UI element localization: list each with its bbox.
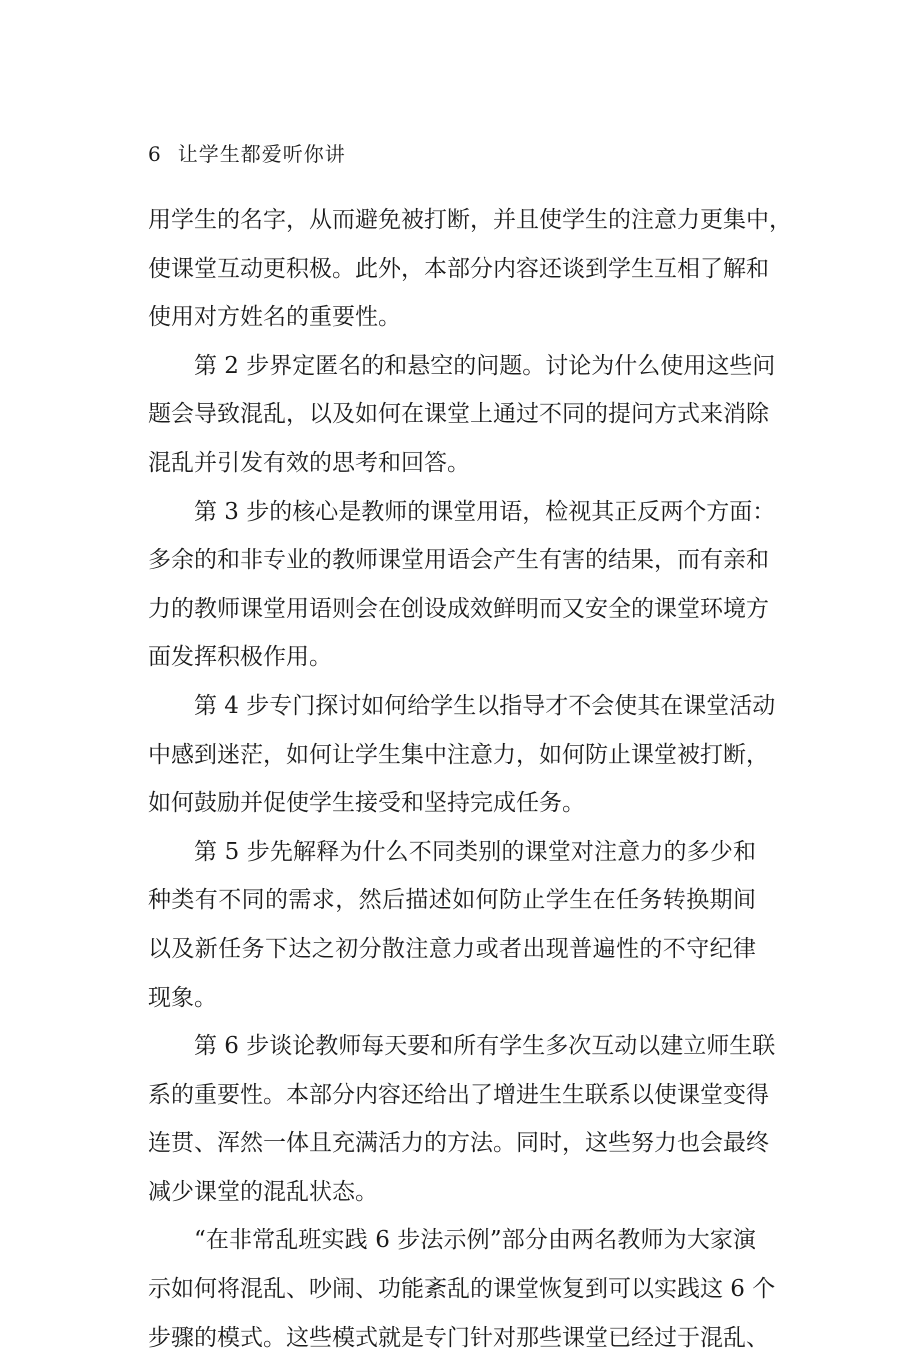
text-line: “在非常乱班实践 6 步法示例”部分由两名教师为大家演: [194, 1227, 756, 1254]
text-line: 如何鼓励并促使学生接受和坚持完成任务。: [148, 790, 585, 817]
text-line: 第 6 步谈论教师每天要和所有学生多次互动以建立师生联: [194, 1033, 776, 1060]
text-line: 减少课堂的混乱状态。: [148, 1178, 378, 1205]
text-line: 第 2 步界定匿名的和悬空的问题。讨论为什么使用这些问: [194, 352, 776, 379]
text-line: 第 3 步的核心是教师的课堂用语，检视其正反两个方面：: [194, 498, 776, 525]
paragraph-step-2: [148, 342, 776, 488]
paragraph-step-4: [148, 682, 776, 828]
text-line: 现象。: [148, 984, 217, 1011]
text-line: 第 4 步专门探讨如何给学生以指导才不会使其在课堂活动: [194, 692, 776, 719]
paragraph-example-section: [148, 1216, 776, 1362]
paragraph-step-5: [148, 828, 756, 1022]
book-title: 让学生都爱听你讲: [177, 142, 346, 166]
text-line: 题会导致混乱，以及如何在课堂上通过不同的提问方式来消除: [148, 401, 769, 428]
body-text: [148, 196, 792, 1362]
text-line: 示如何将混乱、吵闹、功能紊乱的课堂恢复到可以实践这 6 个: [148, 1276, 776, 1303]
text-line: 种类有不同的需求，然后描述如何防止学生在任务转换期间: [148, 887, 756, 914]
text-line: 混乱并引发有效的思考和回答。: [148, 449, 470, 476]
text-line: 步骤的模式。这些模式就是专门针对那些课堂已经过于混乱、: [148, 1324, 769, 1351]
page-number: 6: [148, 142, 162, 166]
text-line: 系的重要性。本部分内容还给出了增进生生联系以使课堂变得: [148, 1081, 769, 1108]
text-line: 力的教师课堂用语则会在创设成效鲜明而又安全的课堂环境方: [148, 595, 769, 622]
text-line: 第 5 步先解释为什么不同类别的课堂对注意力的多少和: [194, 838, 756, 865]
text-line: 面发挥积极作用。: [148, 644, 332, 671]
text-line: 多余的和非专业的教师课堂用语会产生有害的结果，而有亲和: [148, 547, 769, 574]
text-line: 以及新任务下达之初分散注意力或者出现普遍性的不守纪律: [148, 935, 756, 962]
running-head: [148, 140, 346, 168]
text-line: 中感到迷茫，如何让学生集中注意力，如何防止课堂被打断，: [148, 741, 769, 768]
text-line: 用学生的名字，从而避免被打断，并且使学生的注意力更集中，: [148, 207, 792, 233]
text-line: 使课堂互动更积极。此外，本部分内容还谈到学生互相了解和: [148, 255, 769, 282]
paragraph-step-3: [148, 488, 776, 682]
text-line: 使用对方姓名的重要性。: [148, 304, 401, 331]
paragraph-continued: [148, 196, 792, 342]
paragraph-step-6: [148, 1022, 776, 1216]
text-line: 连贯、浑然一体且充满活力的方法。同时，这些努力也会最终: [148, 1130, 769, 1157]
